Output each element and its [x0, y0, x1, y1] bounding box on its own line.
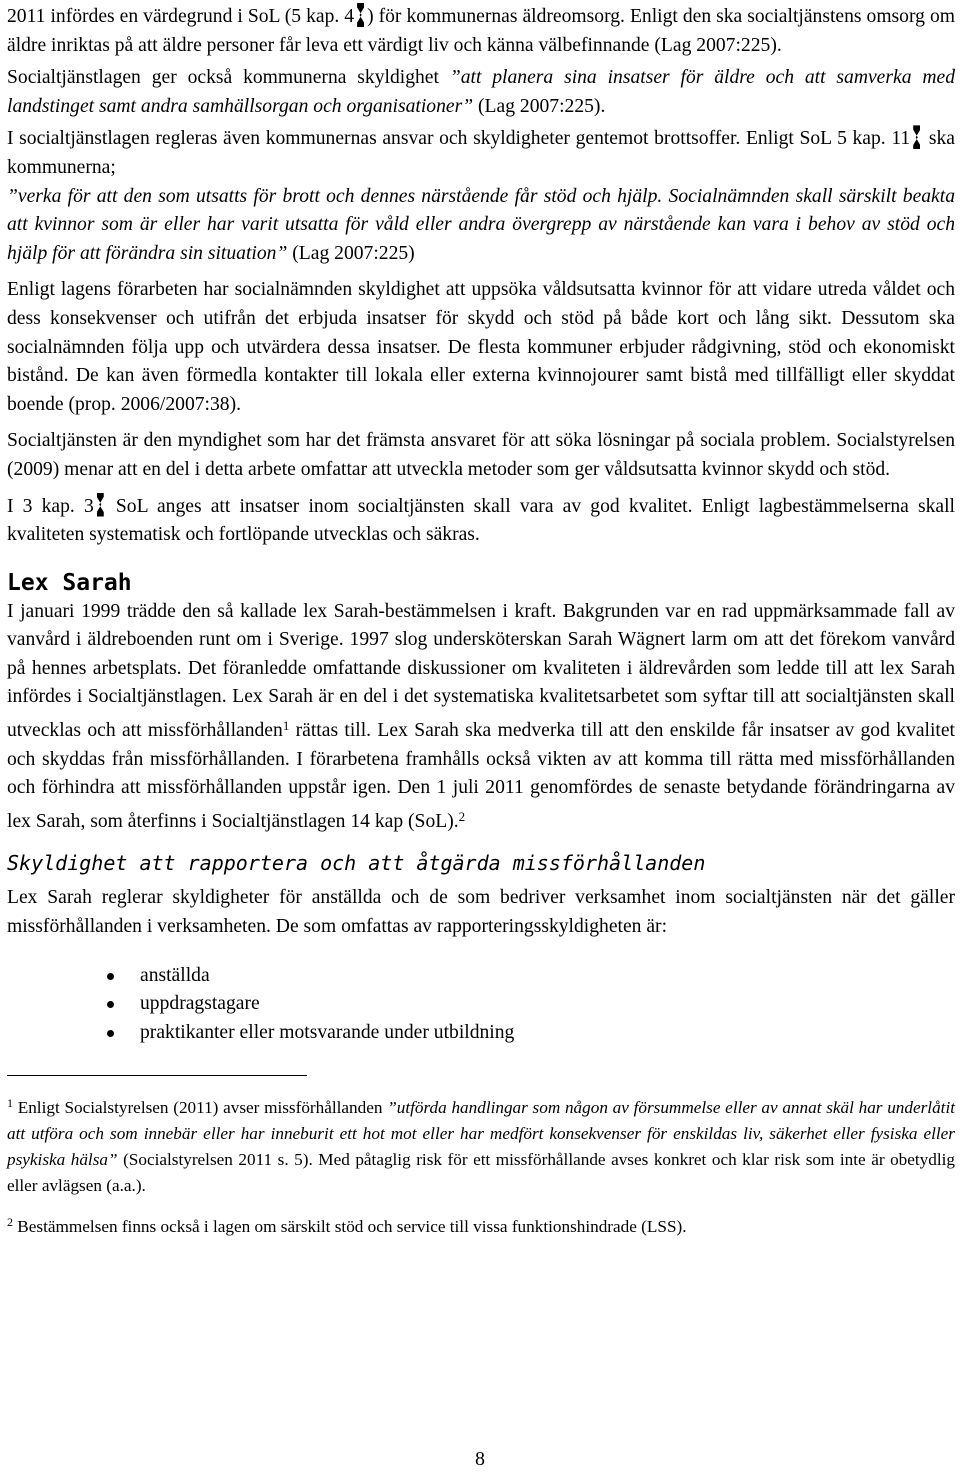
heading-lex-sarah: Lex Sarah: [7, 569, 132, 596]
paragraph-kvalitet: I 3 kap. 3 SoL anges att insatser inom socialtjänsten skall vara av god kvalitet. Enligt lagbestämmelserna skall kvaliteten systematisk och fortlöpande utvecklas och säkras.: [7, 493, 955, 550]
footnote-divider: [7, 1075, 307, 1076]
paragraph-socialtjansten: Socialtjänsten är den myndighet som har det främsta ansvaret för att söka lösningar på sociala problem. Socialstyrelsen (2009) menar att en del i detta arbete omfattar att utveckla metoder som ger våldsutsatta kvinnor skydd och stöd.: [7, 430, 955, 480]
quote-brottsoffer: ”verka för att den som utsatts för brott och dennes närstående får stöd och hjälp. Socialnämnden skall särskilt beakta att kvinnor som är eller har varit utsatta för våld eller andra övergrepp av närstående kan vara i behov av stöd och hjälp för att förändra sin situation”: [7, 185, 955, 264]
paragraph-vardegrund: 2011 infördes en värdegrund i SoL (5 kap. 4 ) för kommunernas äldreomsorg. Enligt den ska socialtjänstens omsorg om äldre inriktas på att äldre personer får leva ett värdigt liv och känna välbefinnande (Lag 2007:225).: [7, 0, 955, 60]
paragraph-brottsoffer: I socialtjänstlagen regleras även kommunernas ansvar och skyldigheter gentemot brottsoffer. Enligt SoL 5 kap. 11 ska kommunerna; ”verka för att den som utsatts för brott och dennes närstående får stöd och hjälp. Socialnämnden skall särskilt beakta att kvinnor som är eller har varit utsatta för våld eller andra övergrepp av närstående kan vara i behov av stöd och hjälp för att förändra sin situation” (Lag 2007:225): [7, 125, 955, 268]
paragraph-lex-sarah: I januari 1999 trädde den så kallade lex Sarah-bestämmelsen i kraft. Bakgrunden var en rad uppmärksammade fall av vanvård i äldreboenden runt om i Sverige. 1997 slog undersköterskan Sarah Wägnert larm om att det förekom vanvård på hennes arbetsplats. Det föranledde omfattande diskussioner om kvaliteten i äldrevården som ledde till att lex Sarah infördes i Socialtjänstlagen. Lex Sarah är en del i det systematiska kvalitetsarbetet som syftar till att socialtjänsten skall utvecklas och att missförhållanden$^1$ rättas till. Lex Sarah ska medverka till att den enskilde får insatser av god kvalitet och skyddas från missförhållanden. I förarbetena framhålls också vikten av att komma till rätta med missförhållanden och förhindra att missförhållanden uppstår igen. Den 1 juli 2011 genomfördes de senaste betydande förändringarna av lex Sarah, som återfinns i Socialtjänstlagen 14 kap (SoL).$^2$: [7, 600, 955, 832]
list-item: praktikanter eller motsvarande under utbildning: [7, 1019, 955, 1048]
footnote-2: $^2$ Bestämmelsen finns också i lagen om särskilt stöd och service till vissa funktionshindrade (LSS).: [7, 1215, 687, 1237]
footnote-ref-1[interactable]: 1: [282, 718, 290, 734]
page-number: 8: [475, 1448, 485, 1470]
quote-planera: ”att planera sina insatser för äldre och att samverka med landstinget samt andra samhällsorgan och organisationer”: [7, 67, 955, 117]
list-item: uppdragstagare: [7, 990, 955, 1019]
paragraph-planera: Socialtjänstlagen ger också kommunerna skyldighet ”att planera sina insatser för äldre och att samverka med landstinget samt andra samhällsorgan och organisationer” (Lag 2007:225).: [7, 67, 955, 117]
section-sign-icon: [97, 493, 104, 517]
paragraph-rapportering: Lex Sarah reglerar skyldigheter för anställda och de som bedriver verksamhet inom socialtjänsten när det gäller missförhållanden i verksamheten. De som omfattas av rapporteringsskyldigheten är:: [7, 887, 955, 938]
paragraph-forarbeten: Enligt lagens förarbeten har socialnämnden skyldighet att uppsöka våldsutsatta kvinnor för att vidare utreda våldet och dess konsekvenser och utifrån det erbjuda insatser för skydd och stöd på både kort och lång sikt. Dessutom ska socialnämnden följa upp och utvärdera dessa insatser. De flesta kommuner erbjuder rådgivning, stöd och ekonomiskt bistånd. De kan även förmedla kontakter till lokala eller externa kvinnojourer samt bistå med tillfälligt eller skyddat boende (prop. 2006/2007:38).: [7, 279, 955, 415]
list-item: anställda: [7, 962, 955, 991]
section-sign-icon: [913, 125, 920, 149]
heading-skyldighet: Skyldighet att rapportera och att åtgärda missförhållanden: [7, 851, 706, 876]
footnote-1: $^1$ Enligt Socialstyrelsen (2011) avser missförhållanden ”utförda handlingar som någon av försummelse eller av annat skäl har underlåtit att utföra och som innebär eller har inneburit ett hot mot eller har medfört konsekvenser för enskildas liv, säkerhet eller fysiska eller psykiska hälsa” (Socialstyrelsen 2011 s. 5). Med påtaglig risk för ett missförhållande avses konkret och klar risk som inte är obetydlig eller avlägsen (a.a.).: [7, 1096, 955, 1196]
reporting-list: [7, 962, 955, 1048]
footnote-ref-2[interactable]: 2: [458, 808, 466, 824]
section-sign-icon: [357, 3, 364, 27]
document-page: [7, 0, 955, 1240]
